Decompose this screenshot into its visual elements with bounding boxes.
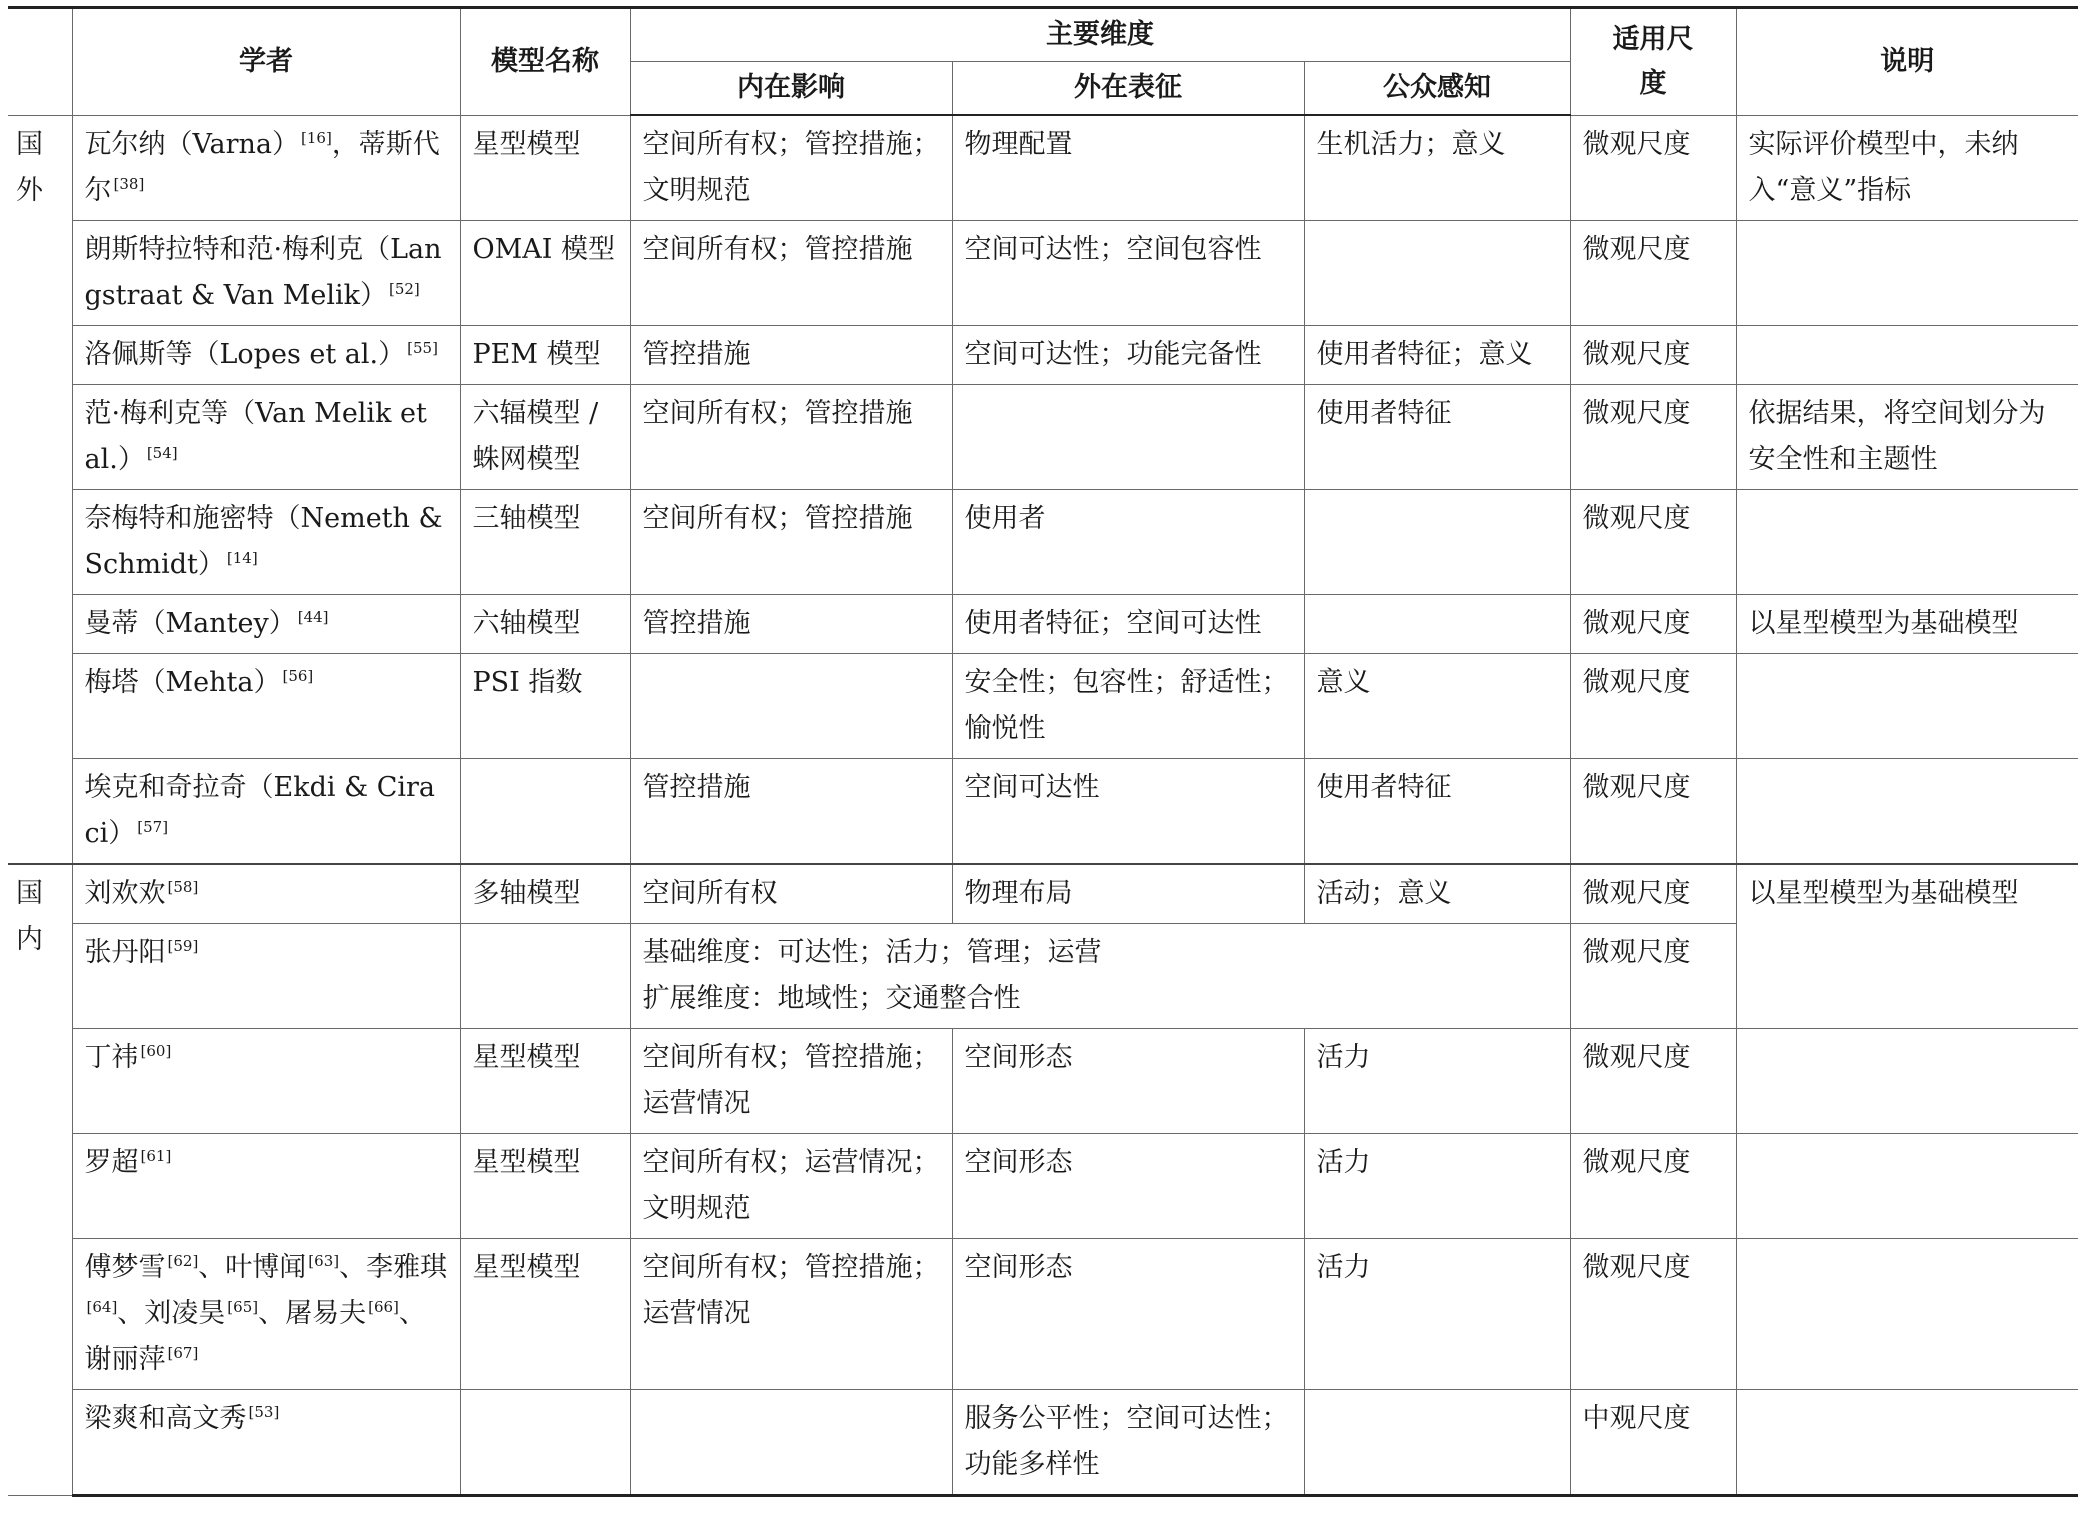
external-cell: 物理布局 — [952, 864, 1304, 924]
scholar-cell: 洛佩斯等（Lopes et al.） [55] — [72, 326, 460, 385]
internal-cell: 管控措施 — [630, 759, 952, 865]
model-cell: PEM 模型 — [460, 326, 630, 385]
scholar-cell: 刘欢欢 [58] — [72, 864, 460, 924]
table-row — [8, 1029, 2078, 1134]
public-cell — [1304, 595, 1570, 654]
model-cell: 六辐模型 / 蛛网模型 — [460, 385, 630, 490]
scale-cell: 微观尺度 — [1570, 924, 1736, 1029]
note-cell — [1736, 490, 2078, 595]
external-cell: 使用者特征；空间可达性 — [952, 595, 1304, 654]
merged-dimensions-line-1: 基础维度：可达性；活力；管理；运营 — [642, 937, 1102, 968]
table-row — [8, 490, 2078, 595]
note-cell — [1736, 326, 2078, 385]
scholar-cell: 张丹阳 [59] — [72, 924, 460, 1029]
public-cell: 活力 — [1304, 1239, 1570, 1390]
external-cell: 空间形态 — [952, 1134, 1304, 1239]
external-cell: 使用者 — [952, 490, 1304, 595]
scholar-cell: 朗斯特拉特和范·梅利克（Langstraat & Van Melik） [52] — [72, 221, 460, 326]
scholar-cell: 瓦尔纳（Varna） [16]，蒂斯代尔 [38] — [72, 115, 460, 221]
external-cell: 空间形态 — [952, 1029, 1304, 1134]
model-cell: 三轴模型 — [460, 490, 630, 595]
note-cell — [1736, 759, 2078, 865]
scale-cell: 微观尺度 — [1570, 326, 1736, 385]
scale-cell: 微观尺度 — [1570, 864, 1736, 924]
header-row-1 — [8, 8, 2078, 62]
region-foreign: 国外 — [8, 115, 72, 864]
model-cell: PSI 指数 — [460, 654, 630, 759]
header-scholar: 学者 — [72, 8, 460, 116]
internal-cell: 空间所有权 — [630, 864, 952, 924]
header-external: 外在表征 — [952, 62, 1304, 116]
model-cell: 星型模型 — [460, 1239, 630, 1390]
internal-cell: 空间所有权；管控措施；运营情况 — [630, 1029, 952, 1134]
scale-cell: 微观尺度 — [1570, 490, 1736, 595]
internal-cell — [630, 1390, 952, 1496]
internal-cell: 管控措施 — [630, 595, 952, 654]
external-cell: 服务公平性；空间可达性；功能多样性 — [952, 1390, 1304, 1496]
model-cell: 星型模型 — [460, 1134, 630, 1239]
scale-cell: 微观尺度 — [1570, 759, 1736, 865]
header-scale: 适用尺度 — [1570, 8, 1736, 116]
model-cell: 星型模型 — [460, 115, 630, 221]
scholar-cell: 梁爽和高文秀 [53] — [72, 1390, 460, 1496]
table-row — [8, 1390, 2078, 1496]
scholar-cell: 傅梦雪 [62]、叶博闻 [63]、李雅琪[64]、刘凌昊 [65]、屠易夫 [66]、谢丽萍 [67] — [72, 1239, 460, 1390]
scale-cell: 微观尺度 — [1570, 654, 1736, 759]
scholar-cell: 梅塔（Mehta） [56] — [72, 654, 460, 759]
internal-cell: 空间所有权；管控措施 — [630, 490, 952, 595]
table-row — [8, 654, 2078, 759]
public-cell: 活动；意义 — [1304, 864, 1570, 924]
public-cell: 意义 — [1304, 654, 1570, 759]
scale-cell: 微观尺度 — [1570, 221, 1736, 326]
note-cell: 以星型模型为基础模型 — [1736, 595, 2078, 654]
public-cell: 使用者特征；意义 — [1304, 326, 1570, 385]
note-cell — [1736, 1239, 2078, 1390]
model-cell: 星型模型 — [460, 1029, 630, 1134]
table-row — [8, 221, 2078, 326]
scholar-cell: 埃克和奇拉奇（Ekdi & Ciraci） [57] — [72, 759, 460, 865]
scale-cell: 中观尺度 — [1570, 1390, 1736, 1496]
scholar-cell: 罗超 [61] — [72, 1134, 460, 1239]
note-cell — [1736, 1029, 2078, 1134]
internal-cell: 空间所有权；管控措施；运营情况 — [630, 1239, 952, 1390]
external-cell: 空间可达性；功能完备性 — [952, 326, 1304, 385]
external-cell: 空间可达性；空间包容性 — [952, 221, 1304, 326]
public-cell: 使用者特征 — [1304, 759, 1570, 865]
external-cell: 物理配置 — [952, 115, 1304, 221]
table-row — [8, 595, 2078, 654]
table-row — [8, 1239, 2078, 1390]
note-cell — [1736, 654, 2078, 759]
table-row — [8, 1134, 2078, 1239]
note-cell: 实际评价模型中，未纳入“意义”指标 — [1736, 115, 2078, 221]
model-cell: OMAI 模型 — [460, 221, 630, 326]
public-cell: 使用者特征 — [1304, 385, 1570, 490]
header-main-dimensions: 主要维度 — [630, 8, 1570, 62]
scale-cell: 微观尺度 — [1570, 595, 1736, 654]
table-row — [8, 326, 2078, 385]
header-note: 说明 — [1736, 8, 2078, 116]
scale-cell: 微观尺度 — [1570, 1239, 1736, 1390]
public-cell — [1304, 1390, 1570, 1496]
model-cell — [460, 759, 630, 865]
external-cell — [952, 385, 1304, 490]
model-cell — [460, 1390, 630, 1496]
note-cell: 以星型模型为基础模型 — [1736, 864, 2078, 1029]
table-row — [8, 759, 2078, 865]
merged-dimensions-line-2: 扩展维度：地域性；交通整合性 — [642, 983, 1021, 1014]
internal-cell: 管控措施 — [630, 326, 952, 385]
scale-cell: 微观尺度 — [1570, 1029, 1736, 1134]
note-cell — [1736, 221, 2078, 326]
region-domestic: 国内 — [8, 864, 72, 1496]
external-cell: 空间形态 — [952, 1239, 1304, 1390]
table-row — [8, 864, 2078, 924]
internal-cell: 空间所有权；管控措施 — [630, 385, 952, 490]
scale-cell: 微观尺度 — [1570, 115, 1736, 221]
table-row — [8, 385, 2078, 490]
scholar-cell: 范·梅利克等（Van Melik et al.） [54] — [72, 385, 460, 490]
external-cell: 安全性；包容性；舒适性；愉悦性 — [952, 654, 1304, 759]
note-cell — [1736, 1390, 2078, 1496]
internal-cell: 空间所有权；管控措施 — [630, 221, 952, 326]
public-cell — [1304, 490, 1570, 595]
header-region — [8, 8, 72, 116]
external-cell: 空间可达性 — [952, 759, 1304, 865]
public-cell: 生机活力；意义 — [1304, 115, 1570, 221]
scholar-cell: 曼蒂（Mantey） [44] — [72, 595, 460, 654]
internal-cell: 空间所有权；管控措施；文明规范 — [630, 115, 952, 221]
header-public: 公众感知 — [1304, 62, 1570, 116]
merged-dimensions-cell — [630, 924, 1570, 1029]
scholar-cell: 丁祎 [60] — [72, 1029, 460, 1134]
header-internal: 内在影响 — [630, 62, 952, 116]
header-model: 模型名称 — [460, 8, 630, 116]
internal-cell: 空间所有权；运营情况；文明规范 — [630, 1134, 952, 1239]
internal-cell — [630, 654, 952, 759]
public-cell — [1304, 221, 1570, 326]
model-comparison-table — [8, 6, 2078, 1497]
scale-cell: 微观尺度 — [1570, 1134, 1736, 1239]
note-cell: 依据结果，将空间划分为安全性和主题性 — [1736, 385, 2078, 490]
table-row — [8, 115, 2078, 221]
model-cell — [460, 924, 630, 1029]
public-cell: 活力 — [1304, 1134, 1570, 1239]
model-cell: 六轴模型 — [460, 595, 630, 654]
scholar-cell: 奈梅特和施密特（Nemeth & Schmidt） [14] — [72, 490, 460, 595]
note-cell — [1736, 1134, 2078, 1239]
scale-cell: 微观尺度 — [1570, 385, 1736, 490]
public-cell: 活力 — [1304, 1029, 1570, 1134]
model-cell: 多轴模型 — [460, 864, 630, 924]
